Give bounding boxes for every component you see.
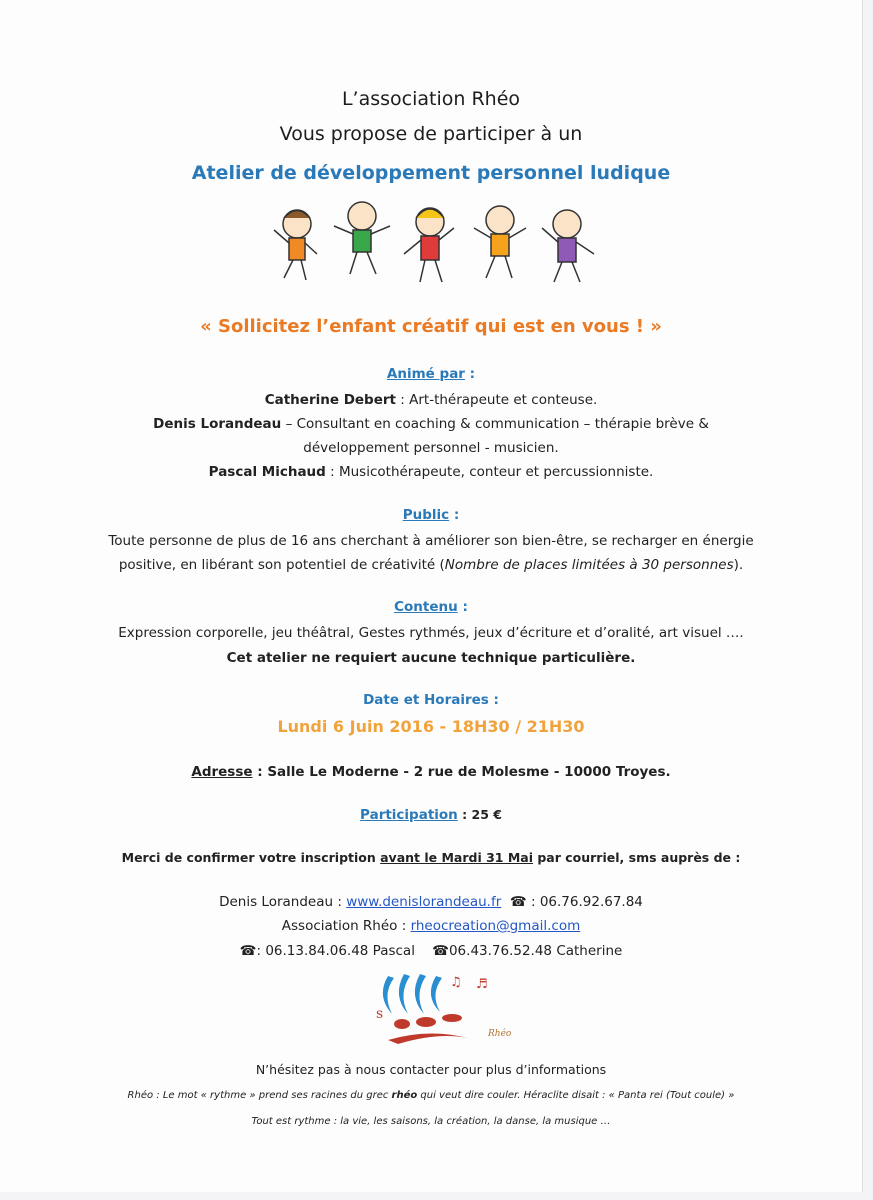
presenter-pascal [0,464,862,480]
anime-heading-row [0,366,862,382]
contact-name: Denis Lorandeau : [219,894,347,910]
presenter-name: Catherine Debert [264,392,396,408]
jumping-children-illustration [262,198,602,288]
presenter-catherine [0,392,862,408]
contact-association [0,918,862,934]
svg-text:♫: ♫ [450,975,462,990]
footer-rheo: rhéo [391,1090,418,1101]
participation-row [0,807,862,823]
footer-line-3: Tout est rythme : la vie, les saisons, la création, la danse, la musique … [251,1116,611,1127]
participation-label: Participation [360,807,458,823]
public-text: positive, en libérant son potentiel de créativité ( [118,557,445,573]
confirm-deadline: avant le Mardi 31 Mai [380,850,533,865]
presenter-name: Pascal Michaud [208,464,326,480]
anime-colon: : [464,366,476,382]
address-row [0,764,862,780]
confirm-row [0,850,862,865]
public-colon: : [449,507,460,523]
slogan: « Sollicitez l’enfant créatif qui est en vous ! » [200,316,662,337]
presenter-desc: – Consultant en coaching & communication – thérapie brève & [281,416,709,432]
confirm-text-end: par courriel, sms auprès de : [533,850,741,865]
presenter-desc: : Musicothérapeute, conteur et percussionniste. [325,464,654,480]
telephone-icon: ☎ [432,943,449,959]
logo-wordmark: Rhéo [488,1029,512,1039]
website-link[interactable]: www.denislorandeau.fr [346,894,502,910]
footer-text-end: qui veut dire couler. Héraclite disait : « Panta rei (Tout coule) » [417,1090,735,1101]
rheo-logo [368,966,518,1048]
contact-phones [0,943,862,959]
presenter-desc: : Art-thérapeute et conteuse. [396,392,598,408]
contenu-line-2: Cet atelier ne requiert aucune technique particulière. [226,650,636,666]
public-heading: Public [402,507,450,523]
contact-phone: : 06.76.92.67.84 [526,894,643,910]
contenu-heading: Contenu [394,599,458,615]
contact-phone-pascal: : 06.13.84.06.48 Pascal [256,943,415,959]
address-value: : Salle Le Moderne - 2 rue de Molesme - 10000 Troyes. [252,764,671,780]
presenter-name: Denis Lorandeau [153,416,282,432]
places-note: Nombre de places limitées à 30 personnes [444,557,734,573]
address-label: Adresse [191,764,253,780]
telephone-icon: ☎ [509,894,527,910]
header-line-2: Vous propose de participer à un [279,123,583,145]
contenu-colon: : [457,599,468,615]
svg-text:s: s [376,1006,384,1022]
public-line-1: Toute personne de plus de 16 ans cherchant à améliorer son bien-être, se recharger en énergie [108,533,754,549]
footer-text: Rhéo : Le mot « rythme » prend ses racines du grec [127,1090,392,1101]
contenu-line-1: Expression corporelle, jeu théâtral, Gestes rythmés, jeux d’écriture et d’oralité, art visuel …. [118,625,744,641]
header-line-1: L’association Rhéo [341,88,521,110]
participation-value: : 25 € [457,807,502,822]
presenter-denis-line-2: développement personnel - musicien. [303,440,559,456]
confirm-text: Merci de confirmer votre inscription [121,850,381,865]
public-heading-row [0,507,862,523]
telephone-icon: ☎ [239,943,257,959]
public-line-2 [0,557,862,573]
date-heading: Date et Horaires : [363,692,499,708]
footer-line-1: N’hésitez pas à nous contacter pour plus d’informations [255,1062,607,1077]
svg-text:♬: ♬ [476,977,488,992]
anime-heading: Animé par [386,366,465,382]
workshop-title: Atelier de développement personnel ludique [191,162,671,184]
contact-name: Association Rhéo : [281,918,411,934]
public-text-end: ). [733,557,744,573]
footer-line-2 [0,1090,862,1101]
email-link[interactable]: rheocreation@gmail.com [410,918,581,934]
date-value: Lundi 6 Juin 2016 - 18H30 / 21H30 [277,717,585,736]
contact-phone-catherine: 06.43.76.52.48 Catherine [448,943,623,959]
contact-denis [0,894,862,910]
presenter-denis [0,416,862,432]
contenu-heading-row [0,599,862,615]
